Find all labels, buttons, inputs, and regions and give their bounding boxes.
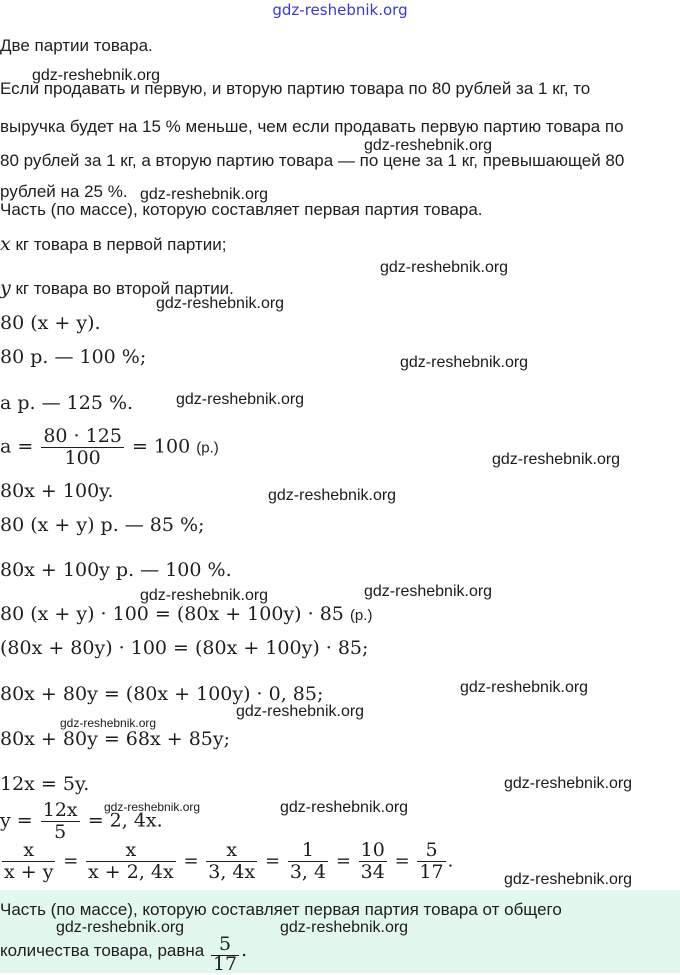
step-4-unit: (р.) bbox=[196, 439, 219, 457]
watermark: gdz-reshebnik.org bbox=[504, 871, 633, 888]
step-8 bbox=[0, 603, 372, 625]
chain-f4-num: 1 bbox=[288, 840, 328, 862]
watermark: gdz-reshebnik.org bbox=[364, 137, 493, 154]
watermark: gdz-reshebnik.org bbox=[140, 186, 269, 203]
problem-line-2: выручка будет на 15 % меньше, чем если продавать первую партию товара по bbox=[0, 117, 624, 136]
watermark: gdz-reshebnik.org bbox=[280, 919, 409, 936]
watermark: gdz-reshebnik.org bbox=[156, 295, 285, 312]
answer-line-2: количества товара, равна $\frac{5}{17}$ . bbox=[0, 933, 248, 975]
chain-f3-num: x bbox=[206, 840, 257, 862]
problem-line-1: Если продавать и первую, и вторую партию товара по 80 рублей за 1 кг, то bbox=[0, 79, 591, 98]
step-4-numerator: 80 · 125 bbox=[43, 425, 122, 447]
step-13-fraction bbox=[41, 800, 80, 843]
step-2: 80 р. — 100 %; bbox=[0, 346, 147, 368]
watermark: gdz-reshebnik.org bbox=[400, 354, 529, 371]
site-header-link[interactable]: gdz-reshebnik.org bbox=[272, 1, 408, 19]
step-12: 12x = 5y. bbox=[0, 773, 90, 795]
watermark: gdz-reshebnik.org bbox=[236, 703, 365, 720]
chain-eq-4: = bbox=[335, 850, 351, 872]
answer-numerator: 5 bbox=[211, 934, 239, 956]
answer-line-2-text: количества товара, равна bbox=[0, 941, 205, 960]
x-definition-text: кг товара в первой партии; bbox=[15, 235, 227, 254]
watermark: gdz-reshebnik.org bbox=[380, 259, 509, 276]
chain-fraction-6 bbox=[417, 840, 445, 883]
step-10: 80x + 80y = (80x + 100y) · 0, 85; bbox=[0, 683, 324, 705]
step-4-lhs: a = bbox=[0, 435, 34, 458]
chain-f1-num: x bbox=[2, 840, 55, 862]
watermark: gdz-reshebnik.org bbox=[504, 775, 633, 792]
problem-line-3: 80 рублей за 1 кг, а вторую партию товара — по цене за 1 кг, превышающей 80 bbox=[0, 151, 625, 170]
chain-f6-den: 17 bbox=[419, 861, 444, 883]
step-6: 80 (x + y) р. — 85 %; bbox=[0, 514, 205, 536]
chain-fraction-2 bbox=[86, 840, 176, 883]
chain-fraction-1 bbox=[2, 840, 55, 883]
chain-eq-2: = bbox=[183, 850, 199, 872]
watermark: gdz-reshebnik.org bbox=[140, 587, 269, 604]
step-8-equation: 80 (x + y) · 100 = (80x + 100y) · 85 bbox=[0, 603, 344, 625]
y-definition-text: кг товара во второй партии. bbox=[15, 279, 234, 298]
watermark: gdz-reshebnik.org bbox=[460, 679, 589, 696]
step-13-numerator: 12x bbox=[42, 799, 78, 821]
step-13-denominator: 5 bbox=[54, 821, 67, 843]
chain-f2-den: x + 2, 4x bbox=[88, 861, 174, 883]
chain-fraction-5 bbox=[359, 840, 387, 883]
step-4-denominator: 100 bbox=[64, 447, 101, 469]
watermark: gdz-reshebnik.org bbox=[56, 919, 185, 936]
chain-f5-num: 10 bbox=[360, 839, 385, 861]
x-variable: x bbox=[0, 233, 11, 255]
chain-f5-den: 34 bbox=[360, 861, 385, 883]
chain-fraction-4 bbox=[288, 840, 328, 883]
watermark: gdz-reshebnik.org bbox=[104, 800, 201, 814]
step-1: 80 (x + y). bbox=[0, 312, 101, 334]
chain-eq-3: = bbox=[264, 850, 281, 872]
answer-line-1: Часть (по массе), которую составляет первая партия товара от общего bbox=[0, 900, 562, 919]
step-13-lhs: y = bbox=[0, 809, 33, 832]
x-definition bbox=[0, 234, 226, 254]
watermark: gdz-reshebnik.org bbox=[32, 67, 161, 84]
chain-f3-den: 3, 4x bbox=[208, 861, 256, 883]
answer-fraction bbox=[211, 934, 239, 973]
chain-fraction-3 bbox=[206, 840, 257, 883]
step-3: a р. — 125 %. bbox=[0, 392, 134, 414]
chain-eq-5: = bbox=[394, 850, 410, 872]
step-8-unit: (р.) bbox=[349, 607, 373, 624]
chain-f2-num: x bbox=[86, 840, 176, 862]
step-7: 80x + 100y р. — 100 %. bbox=[0, 559, 232, 581]
step-9: (80x + 80y) · 100 = (80x + 100y) · 85; bbox=[0, 637, 369, 659]
y-variable: y bbox=[0, 277, 11, 299]
watermark: gdz-reshebnik.org bbox=[280, 799, 409, 816]
chain-eq-1: = bbox=[63, 850, 79, 872]
watermark: gdz-reshebnik.org bbox=[364, 583, 493, 600]
watermark: gdz-reshebnik.org bbox=[60, 716, 157, 730]
step-11: 80x + 80y = 68x + 85y; bbox=[0, 728, 231, 750]
step-5: 80x + 100y. bbox=[0, 480, 114, 502]
solution-find: Часть (по массе), которую составляет первая партия товара. bbox=[0, 200, 483, 219]
step-4-rhs: = 100 bbox=[131, 435, 191, 458]
problem-title: Две партии товара. bbox=[0, 36, 153, 55]
chain-f1-den: x + y bbox=[4, 861, 54, 883]
step-4-fraction bbox=[41, 426, 124, 469]
watermark: gdz-reshebnik.org bbox=[492, 451, 621, 468]
chain-f4-den: 3, 4 bbox=[289, 861, 327, 883]
step-13-rhs: = 2, 4x. bbox=[87, 809, 163, 832]
answer-denominator: 17 bbox=[212, 953, 238, 975]
watermark: gdz-reshebnik.org bbox=[268, 487, 397, 504]
watermark: gdz-reshebnik.org bbox=[176, 391, 305, 408]
problem-line-4: рублей на 25 %. bbox=[0, 182, 128, 201]
chain-f6-num: 5 bbox=[417, 840, 445, 862]
fraction-chain: $\frac{x}{x + y}$ = $\frac{x}{x + 2, 4x}$ = $\frac{x}{3, 4x}$ = $\frac{1}{3, 4}$ = $\frac{10}{34}$ = $\frac{5}{17}$ . bbox=[4, 839, 454, 883]
step-4 bbox=[0, 426, 219, 469]
